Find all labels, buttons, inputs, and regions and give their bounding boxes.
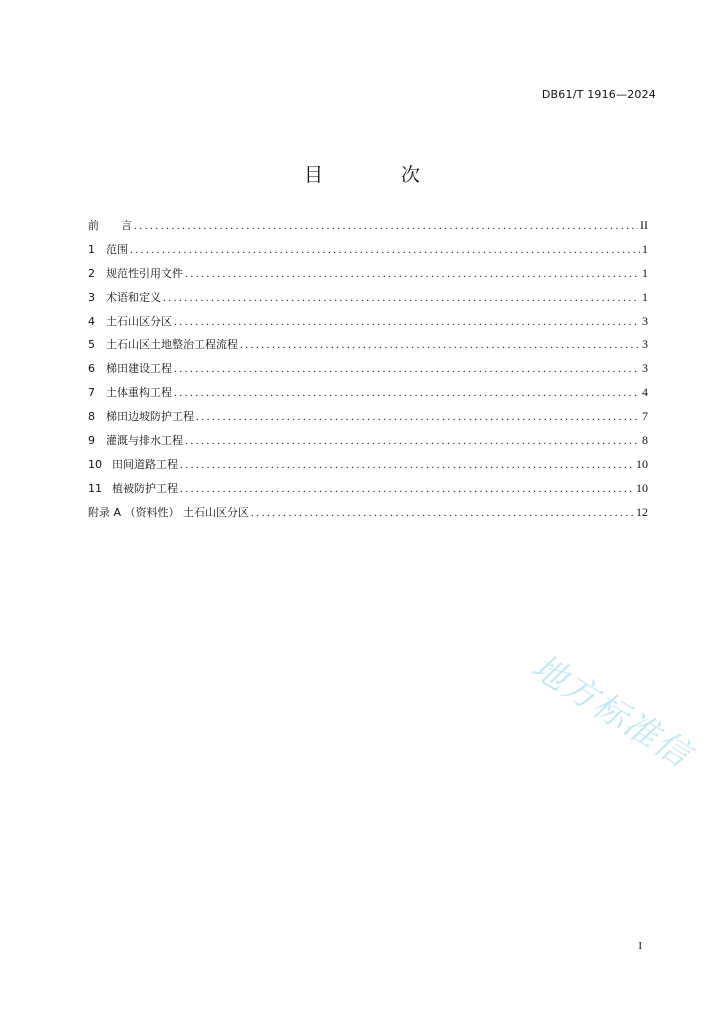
toc-dot-leader	[185, 435, 640, 447]
toc-entry-label: 附录 A （资料性） 土石山区分区	[88, 505, 250, 519]
toc-entry-label: 5 土石山区土地整治工程流程	[88, 338, 238, 352]
document-code: DB61/T 1916—2024	[541, 88, 656, 101]
page-number: I	[638, 940, 642, 952]
toc-entry-page: 7	[642, 409, 648, 424]
toc-dot-leader	[134, 220, 638, 232]
toc-entry-page: 10	[636, 456, 648, 471]
toc-dot-leader	[240, 339, 640, 351]
toc-entry-number: 5	[88, 338, 95, 352]
toc-entry-label: 3 术语和定义	[88, 290, 161, 304]
toc-entry-foreword[interactable]	[88, 217, 648, 241]
toc-entry-number: 3	[88, 290, 95, 304]
toc-entry-5[interactable]	[88, 336, 648, 360]
toc-entry-page: 1	[642, 289, 648, 304]
toc-entry-page: 10	[636, 480, 648, 495]
toc-dot-leader	[174, 387, 640, 399]
toc-dot-leader	[174, 316, 640, 328]
toc-entry-number: 2	[88, 266, 95, 280]
toc-entry-3[interactable]	[88, 289, 648, 313]
toc-entry-appendix-a[interactable]	[88, 504, 648, 528]
toc-entry-11[interactable]	[88, 480, 648, 504]
toc-entry-page: 3	[642, 313, 648, 328]
toc-dot-leader	[180, 483, 634, 495]
toc-entry-6[interactable]	[88, 360, 648, 384]
toc-entry-label: 2 规范性引用文件	[88, 266, 183, 280]
toc-entry-7[interactable]	[88, 384, 648, 408]
toc-entry-page: 8	[642, 433, 648, 448]
toc-entry-2[interactable]	[88, 265, 648, 289]
toc-entry-number: 7	[88, 386, 95, 400]
toc-entry-9[interactable]	[88, 432, 648, 456]
toc-entry-8[interactable]	[88, 408, 648, 432]
toc-entry-1[interactable]	[88, 241, 648, 265]
toc-entry-number: 11	[88, 481, 102, 495]
toc-entry-page: 3	[642, 361, 648, 376]
toc-entry-label: 10 田间道路工程	[88, 457, 178, 471]
toc-entry-label: 1 范围	[88, 242, 128, 256]
toc-entry-number: 1	[88, 242, 95, 256]
toc-entry-page: II	[640, 218, 648, 232]
toc-entry-label: 前 言	[88, 219, 132, 232]
toc-entry-label: 8 梯田边坡防护工程	[88, 410, 194, 424]
toc-entry-number: 8	[88, 410, 95, 424]
toc-entry-label: 4 土石山区分区	[88, 314, 172, 328]
toc-entry-label: 6 梯田建设工程	[88, 362, 172, 376]
toc-entry-number: 10	[88, 457, 102, 471]
toc-entry-10[interactable]	[88, 456, 648, 480]
table-of-contents	[88, 217, 648, 528]
toc-dot-leader	[130, 244, 640, 256]
toc-dot-leader	[174, 363, 640, 375]
toc-entry-page: 12	[636, 504, 648, 519]
page-title: 目 次	[303, 164, 457, 186]
toc-dot-leader	[196, 411, 640, 423]
toc-dot-leader	[163, 292, 640, 304]
toc-entry-page: 4	[642, 385, 648, 400]
toc-dot-leader	[251, 507, 634, 519]
toc-entry-page: 3	[642, 337, 648, 352]
toc-entry-number: 9	[88, 434, 95, 448]
toc-entry-4[interactable]	[88, 313, 648, 337]
toc-entry-label: 9 灌溉与排水工程	[88, 434, 183, 448]
toc-dot-leader	[180, 459, 634, 471]
toc-entry-page: 1	[642, 265, 648, 280]
toc-dot-leader	[185, 268, 640, 280]
toc-entry-label: 7 土体重构工程	[88, 386, 172, 400]
toc-entry-number: 6	[88, 362, 95, 376]
toc-entry-number: 4	[88, 314, 95, 328]
toc-entry-page: 1	[642, 241, 648, 256]
toc-entry-label: 11 植被防护工程	[88, 481, 178, 495]
watermark: 地方标准信	[524, 646, 699, 777]
